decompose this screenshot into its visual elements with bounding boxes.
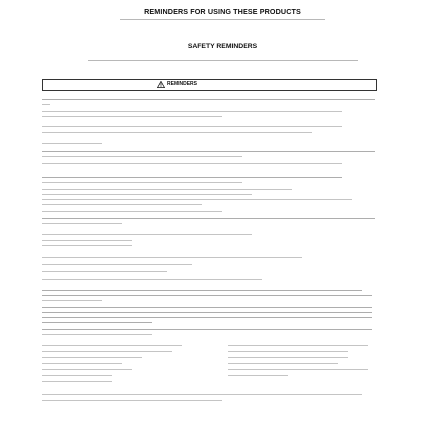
document-heading: REMINDERS FOR USING THESE PRODUCTS [144, 7, 301, 16]
reminders-banner-label: REMINDERS [167, 81, 198, 87]
safety-reminders-heading: SAFETY REMINDERS [187, 43, 258, 50]
